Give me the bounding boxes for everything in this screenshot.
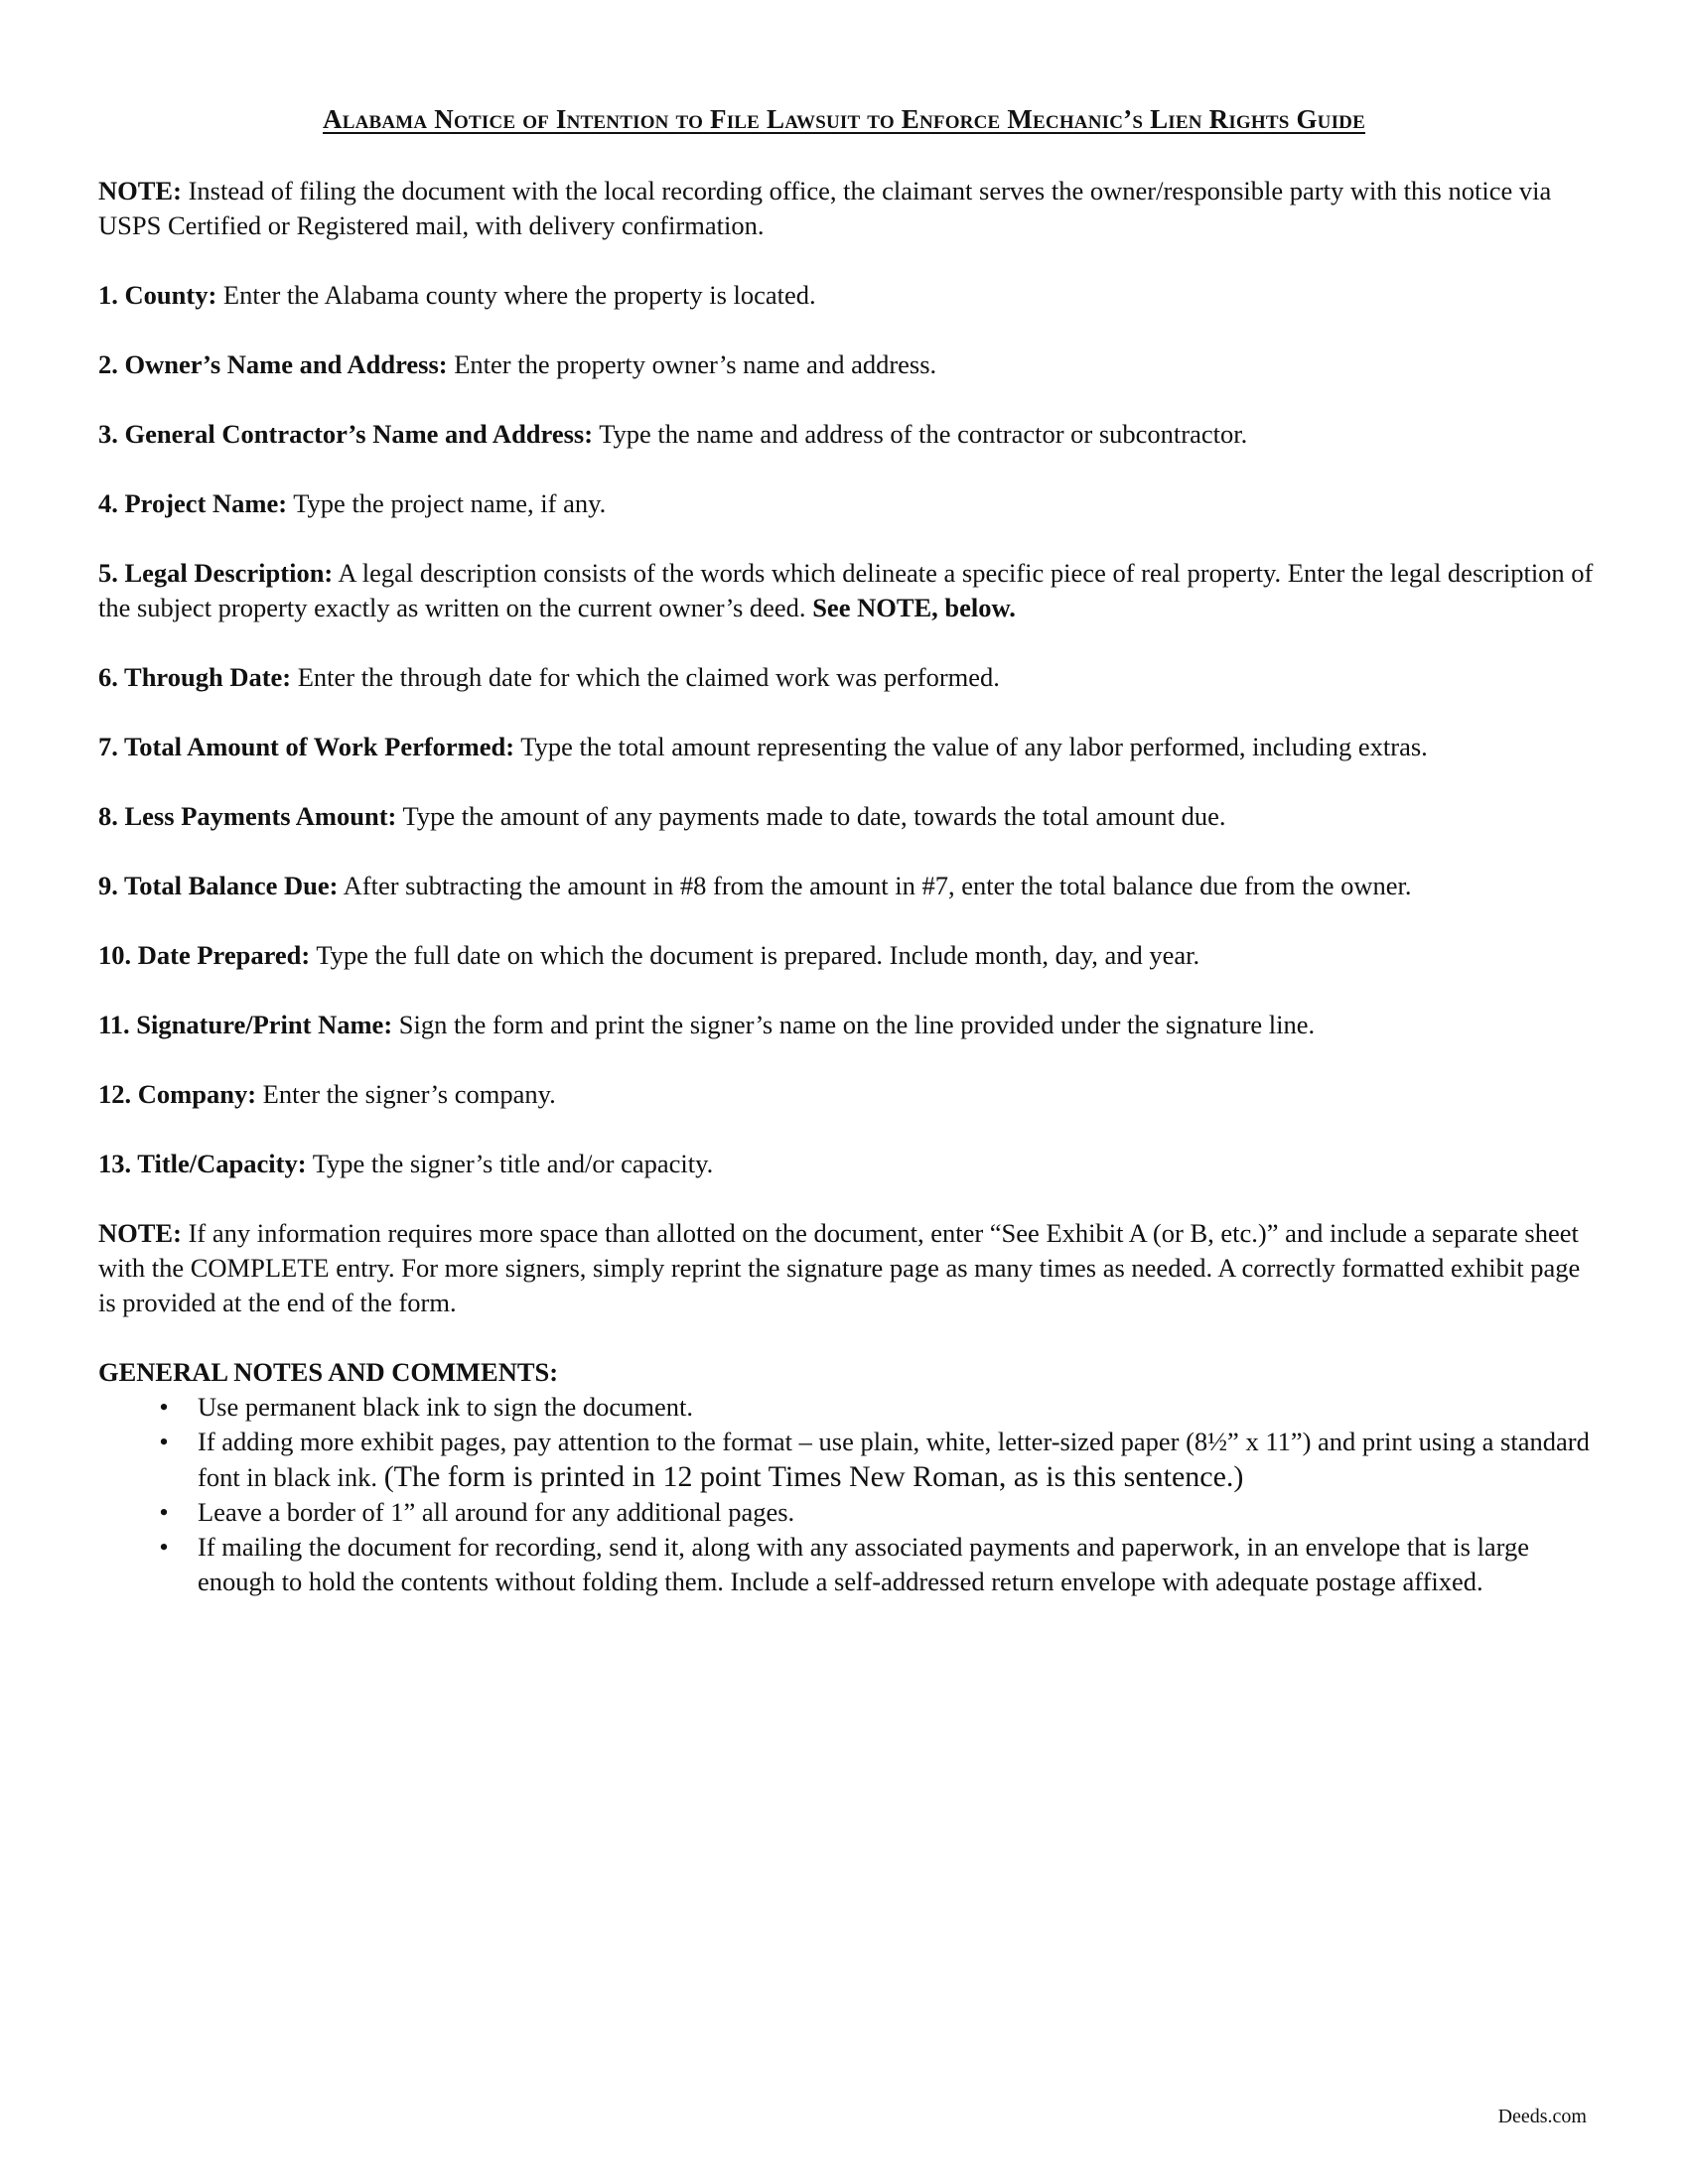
general-notes-heading: GENERAL NOTES AND COMMENTS: [98, 1357, 559, 1387]
item-text: Sign the form and print the signer’s name on the line provided under the signature line. [392, 1010, 1316, 1039]
bullet-large-text: (The form is printed in 12 point Times New Roman, as is this sentence.) [383, 1460, 1244, 1493]
general-notes-list [98, 1390, 1598, 1599]
instruction-item-less-payments [98, 799, 1598, 834]
instruction-item-county [98, 278, 1598, 313]
item-suffix-bold: See NOTE, below. [812, 593, 1016, 622]
instruction-item-general-contractor [98, 417, 1598, 452]
instruction-item-date-prepared [98, 938, 1598, 973]
item-label: 5. Legal Description: [98, 558, 334, 588]
intro-note-text: Instead of filing the document with the local recording office, the claimant serves the owner/responsible party with this notice via USPS Certified or Registered mail, with delivery confirmation. [98, 176, 1552, 240]
item-label: 3. General Contractor’s Name and Address: [98, 419, 594, 449]
footer-brand: Deeds.com [1497, 2106, 1587, 2127]
item-text: Type the project name, if any. [287, 488, 607, 518]
instruction-item-legal-description [98, 556, 1598, 625]
bullet-text: If adding more exhibit pages, pay attention to the format – use plain, white, letter-sized paper (8½” x 11”) and print using a standard font in black ink. [198, 1427, 1590, 1492]
item-label: 12. Company: [98, 1079, 257, 1109]
item-text: Enter the Alabama county where the property is located. [216, 280, 816, 310]
item-text: Enter the property owner’s name and address. [447, 349, 937, 379]
list-item [98, 1390, 1598, 1425]
bullet-icon: • [159, 1497, 169, 1527]
bullet-text: Use permanent black ink to sign the document. [198, 1392, 693, 1422]
item-label: 1. County: [98, 280, 217, 310]
item-text: Type the name and address of the contractor or subcontractor. [593, 419, 1248, 449]
item-text: A legal description consists of the words which delineate a specific piece of real property. Enter the legal description of the subject property exactly as written on the current owner’s deed. [98, 558, 1594, 622]
item-text: Enter the signer’s company. [256, 1079, 556, 1109]
instruction-item-title-capacity [98, 1147, 1598, 1181]
instruction-item-owner [98, 347, 1598, 382]
item-label: 10. Date Prepared: [98, 940, 311, 970]
closing-note-text: If any information requires more space than allotted on the document, enter “See Exhibit A (or B, etc.)” and include a separate sheet with the COMPLETE entry. For more signers, simply reprint the signature page as many times as needed. A correctly formatted exhibit page is provided at the end of the form. [98, 1218, 1581, 1317]
instruction-item-signature [98, 1008, 1598, 1042]
item-text: Type the signer’s title and/or capacity. [306, 1149, 714, 1178]
item-text: Type the full date on which the document is prepared. Include month, day, and year. [310, 940, 1200, 970]
item-label: 8. Less Payments Amount: [98, 801, 397, 831]
bullet-text: If mailing the document for recording, send it, along with any associated payments and paperwork, in an envelope that is large enough to hold the contents without folding them. Include a self-addressed return envelope with adequate postage affixed. [198, 1532, 1530, 1596]
instruction-item-through-date [98, 660, 1598, 695]
intro-note [98, 174, 1598, 243]
bullet-icon: • [159, 1427, 169, 1456]
item-text: Type the total amount representing the value of any labor performed, including extras. [514, 732, 1428, 761]
bullet-text: Leave a border of 1” all around for any additional pages. [198, 1497, 795, 1527]
item-label: 11. Signature/Print Name: [98, 1010, 393, 1039]
instruction-item-project-name [98, 486, 1598, 521]
list-item [98, 1425, 1598, 1495]
item-text: After subtracting the amount in #8 from the amount in #7, enter the total balance due from the owner. [338, 871, 1412, 900]
document-body [98, 174, 1598, 1599]
item-label: 13. Title/Capacity: [98, 1149, 307, 1178]
item-label: 7. Total Amount of Work Performed: [98, 732, 515, 761]
document-title: Alabama Notice of Intention to File Lawsuit to Enforce Mechanic’s Lien Rights Guide [323, 104, 1365, 134]
intro-note-label: NOTE: [98, 176, 182, 205]
bullet-icon: • [159, 1532, 169, 1562]
list-item [98, 1530, 1598, 1599]
instruction-item-balance-due [98, 869, 1598, 903]
item-text: Type the amount of any payments made to date, towards the total amount due. [396, 801, 1226, 831]
bullet-icon: • [159, 1392, 169, 1422]
item-label: 9. Total Balance Due: [98, 871, 339, 900]
closing-note [98, 1216, 1598, 1320]
instruction-item-company [98, 1077, 1598, 1112]
closing-note-label: NOTE: [98, 1218, 182, 1248]
item-label: 2. Owner’s Name and Address: [98, 349, 448, 379]
instruction-item-total-amount [98, 730, 1598, 764]
item-label: 6. Through Date: [98, 662, 292, 692]
item-text: Enter the through date for which the claimed work was performed. [291, 662, 1000, 692]
item-label: 4. Project Name: [98, 488, 288, 518]
list-item [98, 1495, 1598, 1530]
